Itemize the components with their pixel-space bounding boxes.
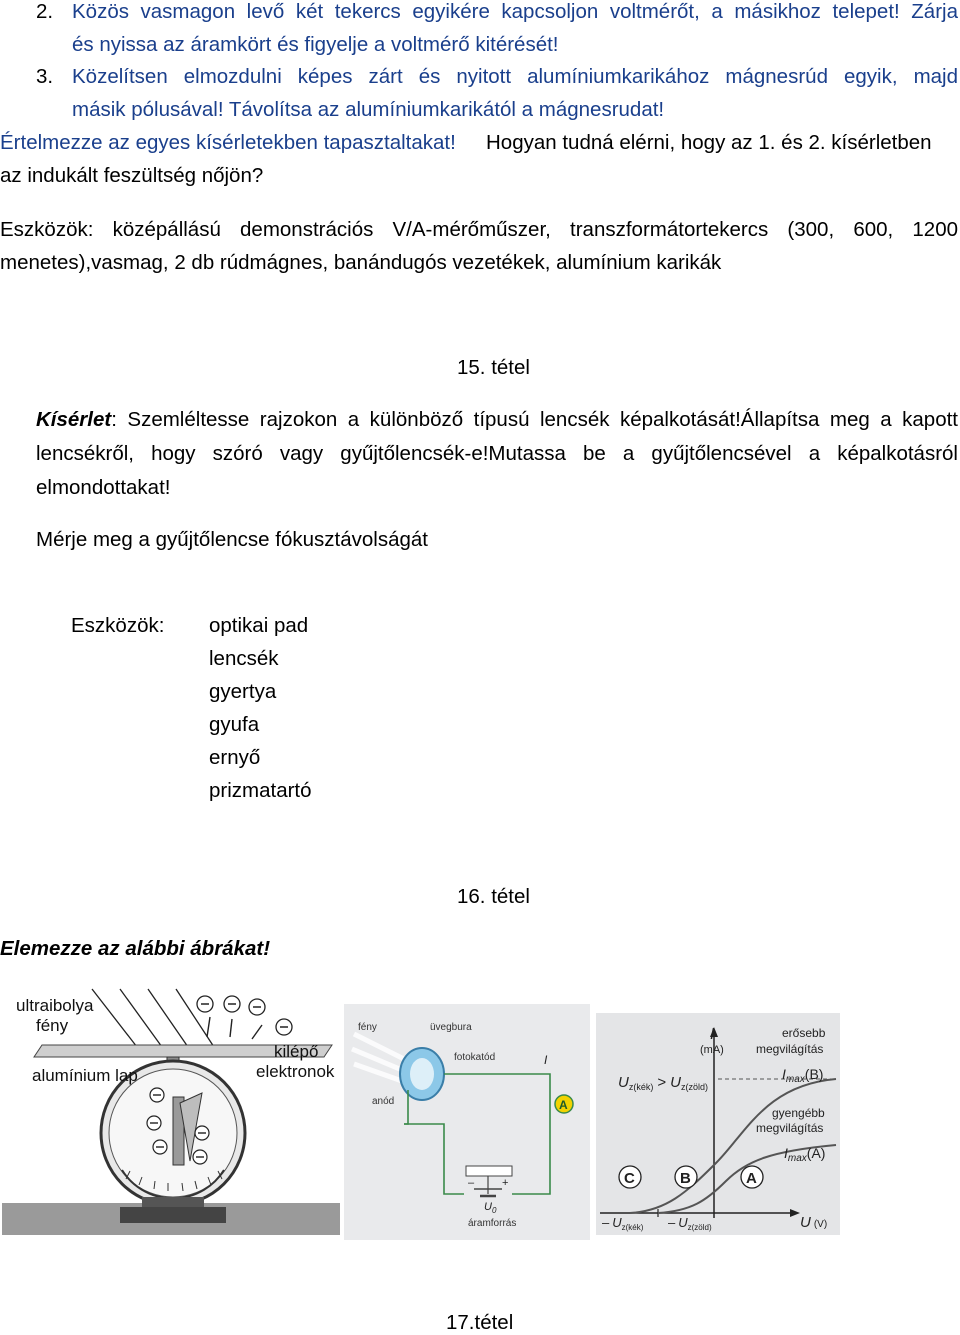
plate-label: alumínium lap (32, 1066, 138, 1085)
uv-label-2: fény (36, 1016, 69, 1035)
item3-number: 3. (36, 65, 54, 88)
section15-measure: Mérje meg a gyűjtőlencse fókusztávolságát (36, 528, 428, 551)
ammeter-label: A (559, 1098, 568, 1112)
strong-label-2: megvilágítás (756, 1042, 824, 1056)
current-label: I (544, 1053, 548, 1067)
tool-item: ernyő (209, 746, 261, 769)
emit-label-1: kilépő (274, 1042, 319, 1061)
item2-line2: és nyissa az áramkört és figyelje a voltmérő kitérését! (72, 33, 559, 56)
tool-item: optikai pad (209, 614, 309, 637)
section15-line2: lencsékről, hogy szóró vagy gyűjtőlencsék-e!Mutassa be a gyűjtőlencsével a képalkotásról (36, 442, 958, 465)
weak-label-1: gyengébb (772, 1106, 825, 1120)
tool-item: prizmatartó (209, 779, 312, 802)
figure-iu-characteristic (596, 1013, 840, 1235)
section17-title: 17.tétel (446, 1311, 514, 1334)
imax-b-label: $I_{max}(B)$ (782, 1066, 824, 1085)
weak-label-2: megvilágítás (756, 1121, 824, 1135)
item2-line1: Közös vasmagon levő két tekercs egyikére kapcsoljon voltmérőt, a másikhoz telepet! Zárja (72, 0, 958, 23)
u-axis-label: U (V) (800, 1214, 828, 1231)
section16-analyze: Elemezze az alábbi ábrákat! (0, 937, 271, 960)
interpret-line1b: Hogyan tudná elérni, hogy az 1. és 2. kísérletben (486, 131, 932, 154)
item3-line1: Közelítsen elmozdulni képes zárt és nyitott alumíniumkarikához mágnesrúd egyik, majd (72, 65, 958, 88)
interpret-line2: az indukált feszültség nőjön? (0, 164, 264, 187)
section15-line1 (36, 408, 958, 432)
i-axis-label: I (710, 1026, 715, 1043)
item3-line2: másik pólusával! Távolítsa az alumíniumkarikától a mágnesrudat! (72, 98, 665, 121)
bulb-label: üvegbura (430, 1022, 472, 1033)
figure-photocell-circuit (344, 1004, 590, 1240)
experiment-label: Kísérlet (36, 408, 112, 431)
marker-a-label: A (746, 1170, 757, 1187)
experiment-text: : Szemléltesse rajzokon a különböző típusú lencsék képalkotását!Állapítsa meg a kapott (111, 408, 958, 431)
emit-label-2: elektronok (256, 1062, 335, 1081)
tools14-line2: menetes),vasmag, 2 db rúdmágnes, banándugós vezetékek, alumínium karikák (0, 251, 722, 274)
section15-tools-label: Eszközök: (71, 614, 165, 637)
strong-label-1: erősebb (782, 1026, 826, 1040)
section15-title: 15. tétel (457, 356, 530, 379)
tools14-line1: Eszközök: középállású demonstrációs V/A-mérőműszer, transzformátortekercs (300, 600, 1200 (0, 218, 958, 241)
u0-label: $U_0$ (484, 1201, 497, 1215)
section15-line3: elmondottakat! (36, 476, 171, 499)
figure-electroscope (2, 985, 340, 1235)
tool-item: gyufa (209, 713, 260, 736)
marker-b-label: B (680, 1170, 691, 1187)
marker-c-label: C (624, 1170, 635, 1187)
imax-a-label: $I_{max}(A)$ (784, 1145, 826, 1164)
section16-title: 16. tétel (457, 885, 530, 908)
source-label: áramforrás (468, 1218, 517, 1229)
uz-kek-axis-label: – $U_{z(kék)}$ (602, 1215, 644, 1232)
item2-number: 2. (36, 0, 54, 23)
ma-label: (mA) (700, 1044, 724, 1056)
interpret-line1a: Értelmezze az egyes kísérletekben tapasztaltakat! (0, 131, 456, 154)
tool-item: gyertya (209, 680, 277, 703)
uv-label: ultraibolya (16, 996, 94, 1015)
uz-compare-label: $U_{z(kék)} > U_{z(zöld)}$ (618, 1074, 708, 1092)
minus-sign: – (468, 1177, 475, 1189)
tool-item: lencsék (209, 647, 279, 670)
anode-label: anód (372, 1096, 395, 1107)
plus-sign: + (502, 1177, 509, 1189)
light-label: fény (358, 1022, 377, 1033)
cathode-label: fotokatód (454, 1052, 496, 1063)
uz-zold-axis-label: – $U_{z(zöld)}$ (668, 1215, 712, 1232)
